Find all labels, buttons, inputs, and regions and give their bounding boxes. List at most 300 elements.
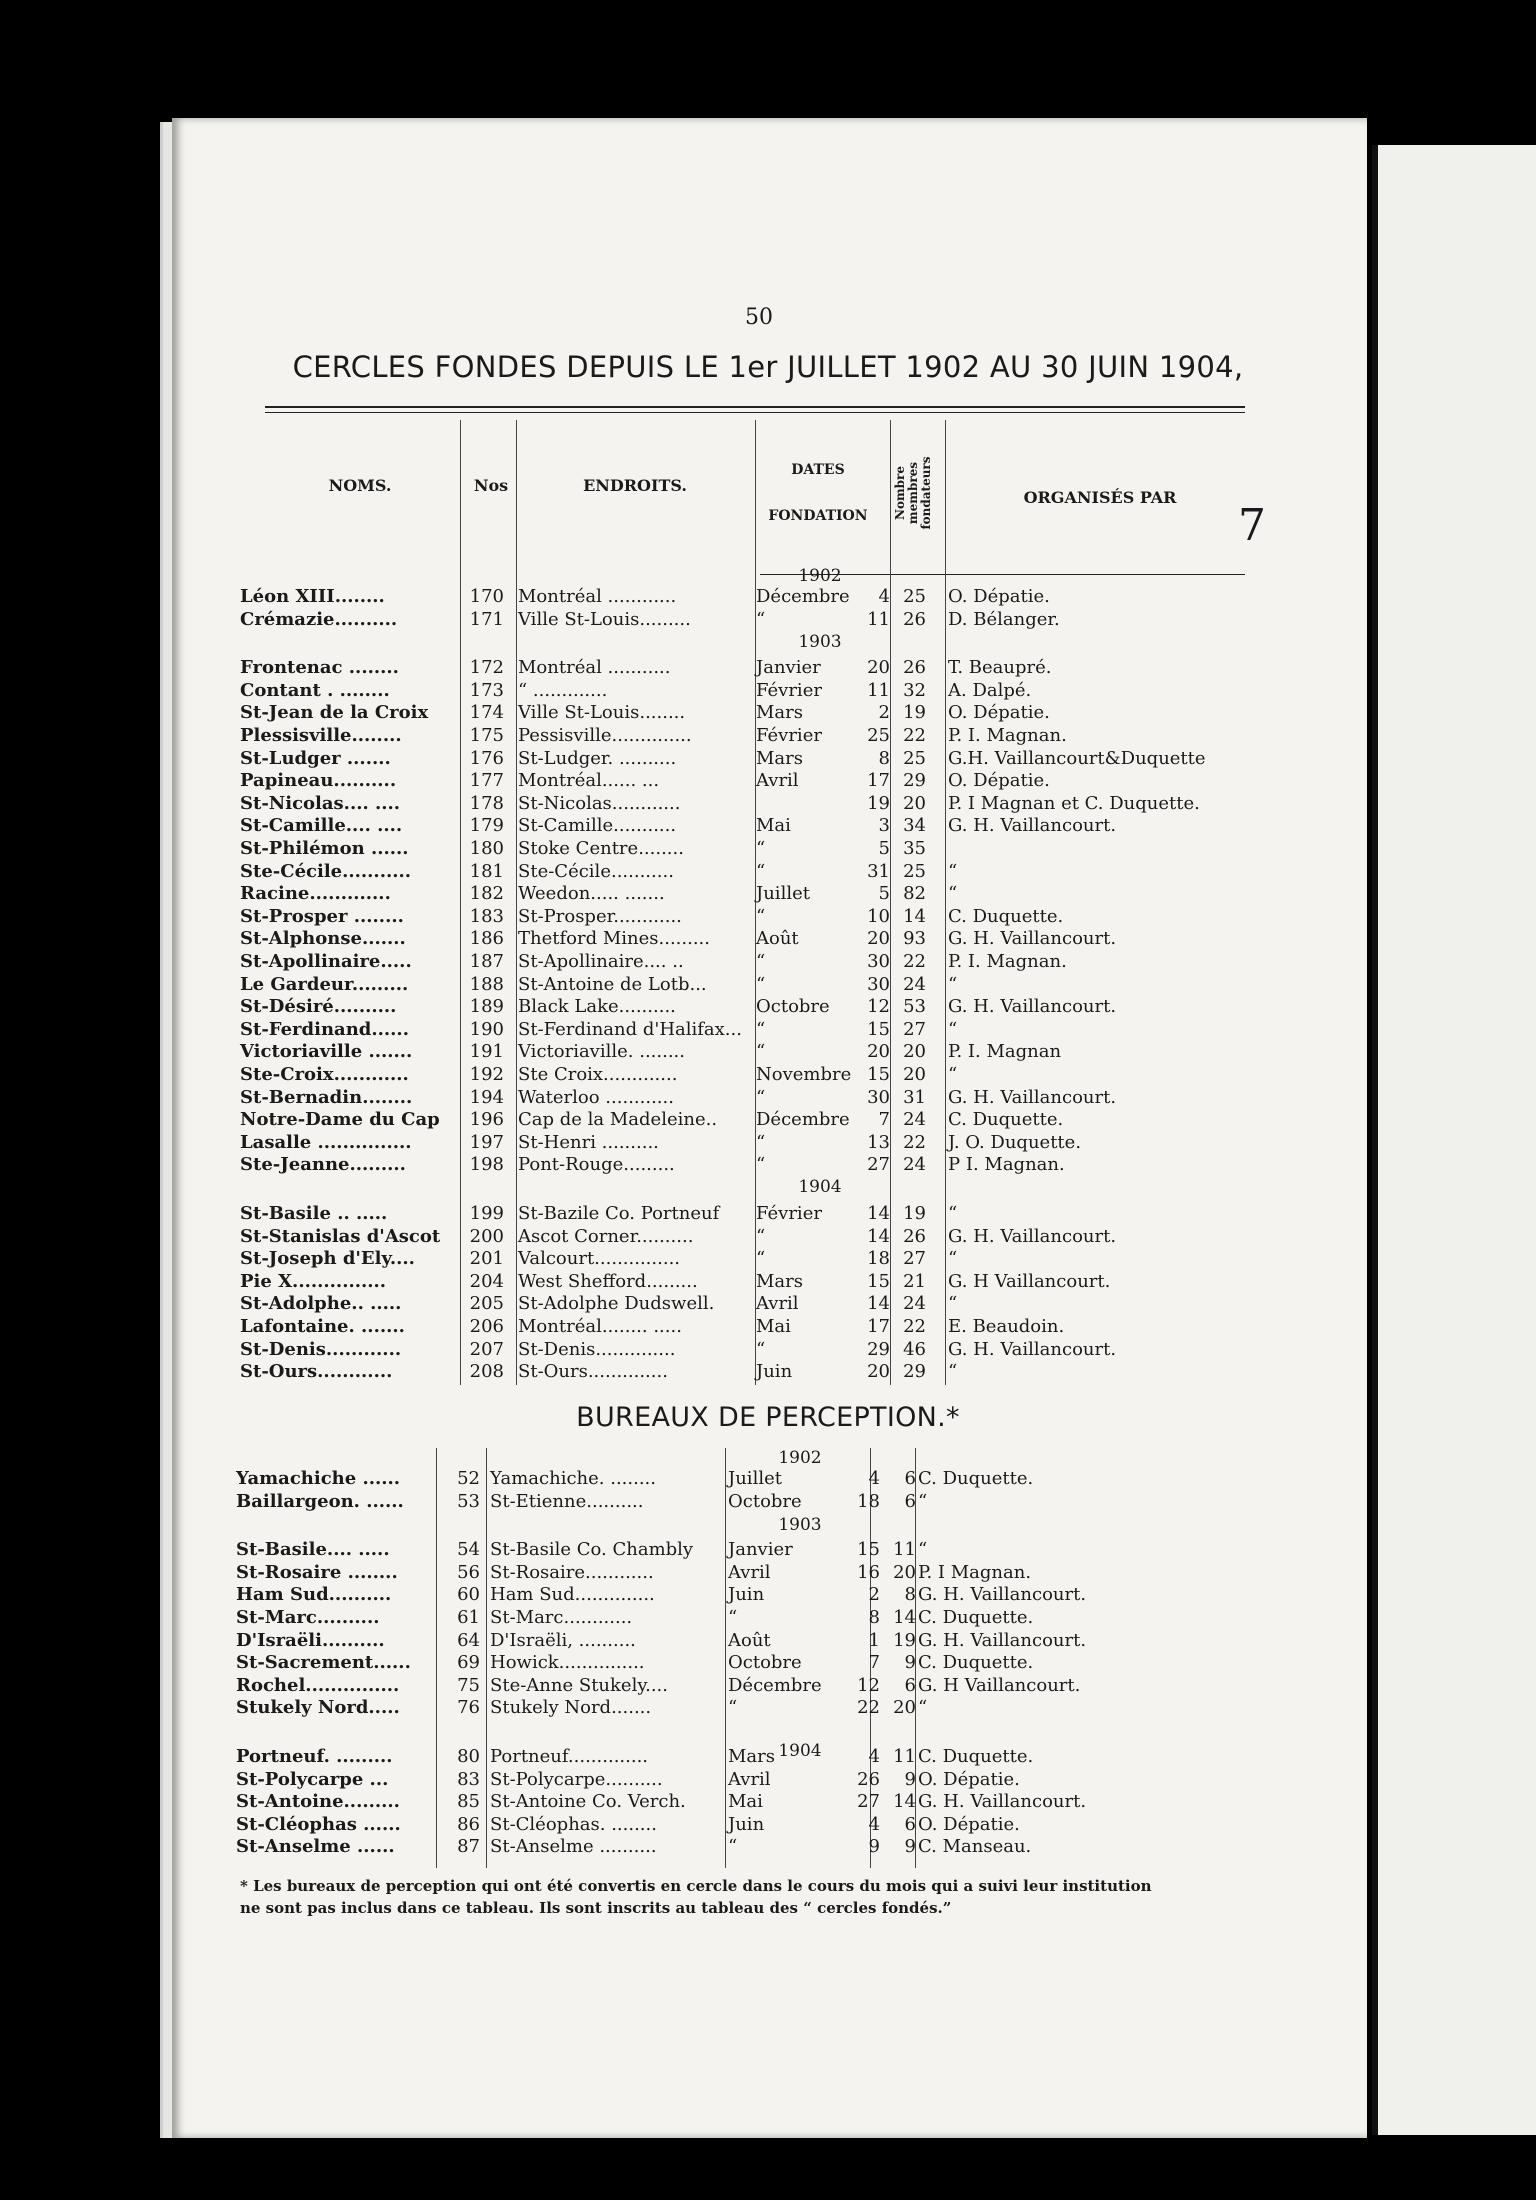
- place-cell: Howick...............: [490, 1652, 645, 1674]
- table-row: [240, 996, 1240, 1018]
- organizer-cell: “: [918, 1490, 928, 1512]
- nom-cell: Lafontaine. .......: [240, 1316, 405, 1337]
- members-cell: 19: [903, 702, 926, 724]
- organizer-cell: C. Duquette.: [948, 905, 1064, 927]
- members-cell: 26: [903, 1225, 926, 1247]
- place-cell: St-Antoine de Lotb...: [518, 973, 707, 995]
- number-cell: 52: [457, 1468, 480, 1489]
- number-cell: 178: [469, 792, 504, 814]
- month-cell: Avril: [756, 770, 799, 792]
- organizer-cell: O. Dépatie.: [918, 1813, 1020, 1835]
- members-cell: 6: [904, 1490, 916, 1512]
- month-cell: “: [756, 1131, 766, 1153]
- day-cell: 8: [878, 747, 890, 769]
- month-cell: “: [756, 1248, 766, 1270]
- table-row: [236, 1468, 1236, 1490]
- number-cell: 179: [469, 815, 504, 837]
- nom-cell: Lasalle ...............: [240, 1131, 412, 1153]
- organizer-cell: A. Dalpé.: [948, 679, 1032, 701]
- place-cell: West Shefford.........: [518, 1270, 698, 1292]
- table-row: [240, 1087, 1240, 1109]
- nom-cell: Papineau..........: [240, 770, 397, 792]
- nom-cell: St-Camille.... ....: [240, 815, 403, 837]
- day-cell: 15: [867, 1018, 890, 1040]
- number-cell: 177: [469, 770, 504, 792]
- place-cell: Cap de la Madeleine..: [518, 1109, 718, 1131]
- number-cell: 61: [457, 1607, 480, 1628]
- month-cell: Février: [756, 1203, 822, 1224]
- table-row: [240, 1361, 1240, 1383]
- members-cell: 14: [893, 1607, 916, 1628]
- title-rule: [265, 406, 1245, 408]
- table-row: [240, 1339, 1240, 1361]
- table-row: [240, 748, 1240, 770]
- nom-cell: St-Stanislas d'Ascot: [240, 1225, 441, 1247]
- month-cell: Octobre: [728, 1490, 802, 1512]
- number-cell: 192: [469, 1064, 504, 1085]
- day-cell: 11: [867, 608, 890, 630]
- organizer-cell: C. Duquette.: [948, 1109, 1064, 1131]
- organizer-cell: C. Manseau.: [918, 1836, 1032, 1858]
- organizer-cell: “: [948, 883, 958, 905]
- nom-cell: Yamachiche ......: [236, 1468, 401, 1489]
- members-cell: 34: [903, 815, 926, 837]
- day-cell: 27: [867, 1154, 890, 1176]
- year-heading: 1903: [778, 1515, 822, 1535]
- table-row: [236, 1539, 1236, 1561]
- number-cell: 204: [469, 1270, 504, 1292]
- nom-cell: D'Israëli..........: [236, 1629, 385, 1651]
- number-cell: 190: [469, 1018, 504, 1040]
- table-row: [240, 1019, 1240, 1041]
- header-noms: NOMS.: [328, 476, 392, 495]
- place-cell: St-Apollinaire.... ..: [518, 951, 684, 972]
- table-row: [240, 951, 1240, 973]
- day-cell: 2: [878, 702, 890, 724]
- number-cell: 176: [469, 747, 504, 769]
- year-heading: 1903: [798, 632, 842, 652]
- number-cell: 53: [457, 1490, 480, 1512]
- number-cell: 196: [469, 1109, 504, 1131]
- month-cell: “: [728, 1697, 738, 1719]
- members-cell: 11: [893, 1746, 916, 1767]
- day-cell: 20: [867, 928, 890, 950]
- facing-page: [1372, 145, 1536, 2135]
- number-cell: 87: [457, 1836, 480, 1858]
- number-cell: 172: [469, 657, 504, 679]
- nom-cell: Ste-Jeanne.........: [240, 1154, 406, 1176]
- number-cell: 175: [469, 725, 504, 746]
- place-cell: Valcourt...............: [518, 1248, 681, 1270]
- place-cell: Stoke Centre........: [518, 838, 684, 859]
- number-cell: 181: [469, 860, 504, 882]
- table-row: [236, 1630, 1236, 1652]
- members-cell: 19: [893, 1629, 916, 1651]
- organizer-cell: C. Duquette.: [918, 1746, 1034, 1767]
- organizer-cell: P I. Magnan.: [948, 1154, 1065, 1176]
- organizer-cell: G. H. Vaillancourt.: [948, 1225, 1117, 1247]
- organizer-cell: P. I Magnan.: [918, 1561, 1032, 1583]
- organizer-cell: T. Beaupré.: [948, 657, 1052, 679]
- nom-cell: St-Denis............: [240, 1338, 402, 1360]
- nom-cell: St-Désiré..........: [240, 996, 397, 1018]
- nom-cell: St-Cléophas ......: [236, 1813, 401, 1835]
- members-cell: 20: [903, 1064, 926, 1085]
- table-row: [240, 928, 1240, 950]
- members-cell: 14: [903, 905, 926, 927]
- nom-cell: Stukely Nord.....: [236, 1697, 400, 1719]
- number-cell: 188: [469, 973, 504, 995]
- day-cell: 2: [868, 1584, 880, 1606]
- number-cell: 75: [457, 1674, 480, 1696]
- day-cell: 17: [867, 770, 890, 792]
- number-cell: 69: [457, 1652, 480, 1674]
- place-cell: Montréal...... ...: [518, 770, 660, 792]
- number-cell: 174: [469, 702, 504, 724]
- nom-cell: St-Basile.... .....: [236, 1539, 390, 1561]
- month-cell: “: [728, 1836, 738, 1858]
- header-dates: DATES: [791, 462, 845, 478]
- table-row: [240, 1271, 1240, 1293]
- members-cell: 25: [903, 586, 926, 607]
- day-cell: 4: [868, 1813, 880, 1835]
- day-cell: 7: [878, 1109, 890, 1131]
- organizer-cell: D. Bélanger.: [948, 608, 1060, 630]
- nom-cell: St-Basile .. .....: [240, 1203, 388, 1224]
- header-membres-line3: fondateurs: [919, 456, 934, 530]
- header-fondation: FONDATION: [768, 508, 868, 524]
- table-row: [240, 1226, 1240, 1248]
- organizer-cell: G. H. Vaillancourt.: [948, 1086, 1117, 1108]
- place-cell: St-Prosper............: [518, 905, 682, 927]
- day-cell: 25: [867, 725, 890, 746]
- place-cell: St-Rosaire............: [490, 1561, 654, 1583]
- organizer-cell: G. H. Vaillancourt.: [918, 1584, 1087, 1606]
- place-cell: St-Adolphe Dudswell.: [518, 1293, 715, 1315]
- organizer-cell: G. H Vaillancourt.: [918, 1674, 1081, 1696]
- number-cell: 189: [469, 996, 504, 1018]
- table-row: [240, 793, 1240, 815]
- day-cell: 4: [868, 1468, 880, 1489]
- members-cell: 21: [903, 1270, 926, 1292]
- members-cell: 14: [893, 1791, 916, 1813]
- month-cell: Janvier: [756, 657, 821, 679]
- members-cell: 24: [903, 973, 926, 995]
- number-cell: 56: [457, 1561, 480, 1583]
- table-row: [240, 1109, 1240, 1131]
- day-cell: 20: [867, 1041, 890, 1063]
- month-cell: “: [756, 1041, 766, 1063]
- month-cell: “: [756, 838, 766, 859]
- number-cell: 64: [457, 1629, 480, 1651]
- table-row: [236, 1814, 1236, 1836]
- nom-cell: St-Sacrement......: [236, 1652, 411, 1674]
- organizer-cell: P. I. Magnan.: [948, 951, 1067, 972]
- place-cell: Victoriaville. ........: [518, 1041, 685, 1063]
- day-cell: 11: [867, 679, 890, 701]
- day-cell: 4: [878, 586, 890, 607]
- day-cell: 12: [857, 1674, 880, 1696]
- nom-cell: Ste-Croix............: [240, 1064, 409, 1085]
- nom-cell: St-Apollinaire.....: [240, 951, 412, 972]
- nom-cell: St-Anselme ......: [236, 1836, 395, 1858]
- number-cell: 86: [457, 1813, 480, 1835]
- organizer-cell: O. Dépatie.: [948, 770, 1050, 792]
- day-cell: 18: [867, 1248, 890, 1270]
- table-row: [236, 1769, 1236, 1791]
- nom-cell: Le Gardeur.........: [240, 973, 409, 995]
- year-heading: 1904: [778, 1741, 822, 1761]
- table-row: [240, 680, 1240, 702]
- month-cell: “: [756, 1225, 766, 1247]
- month-cell: Juin: [728, 1813, 765, 1835]
- organizer-cell: O. Dépatie.: [918, 1768, 1020, 1790]
- header-endroits: ENDROITS.: [583, 476, 687, 495]
- organizer-cell: P. I. Magnan: [948, 1041, 1062, 1063]
- month-cell: “: [756, 608, 766, 630]
- place-cell: Ham Sud..............: [490, 1584, 655, 1606]
- nom-cell: St-Bernadin........: [240, 1086, 413, 1108]
- nom-cell: Victoriaville .......: [240, 1041, 413, 1063]
- day-cell: 16: [857, 1561, 880, 1583]
- members-cell: 20: [893, 1697, 916, 1719]
- table-row: [236, 1607, 1236, 1629]
- day-cell: 19: [867, 792, 890, 814]
- number-cell: 170: [469, 586, 504, 607]
- margin-mark: 7: [1238, 500, 1266, 551]
- place-cell: Montréal........ .....: [518, 1316, 682, 1337]
- members-cell: 9: [904, 1652, 916, 1674]
- place-cell: St-Camille...........: [518, 815, 677, 837]
- place-cell: D'Israëli, ..........: [490, 1629, 636, 1651]
- month-cell: Novembre: [756, 1064, 852, 1085]
- day-cell: 12: [867, 996, 890, 1018]
- place-cell: St-Nicolas............: [518, 792, 681, 814]
- place-cell: Ville St-Louis........: [518, 702, 686, 724]
- organizer-cell: G. H Vaillancourt.: [948, 1270, 1111, 1292]
- members-cell: 22: [903, 951, 926, 972]
- members-cell: 19: [903, 1203, 926, 1224]
- organizer-cell: G. H. Vaillancourt.: [948, 815, 1117, 837]
- number-cell: 182: [469, 883, 504, 905]
- organizer-cell: G. H. Vaillancourt.: [948, 996, 1117, 1018]
- nom-cell: St-Jean de la Croix: [240, 702, 429, 724]
- header-organises: ORGANISÉS PAR: [1023, 488, 1177, 507]
- organizer-cell: G. H. Vaillancourt.: [948, 928, 1117, 950]
- members-cell: 29: [903, 770, 926, 792]
- nom-cell: St-Polycarpe ...: [236, 1768, 389, 1790]
- table-row: [240, 1203, 1240, 1225]
- day-cell: 30: [867, 973, 890, 995]
- table-row: [240, 838, 1240, 860]
- place-cell: Montréal ............: [518, 586, 677, 607]
- nom-cell: Contant . ........: [240, 679, 390, 701]
- place-cell: St-Bazile Co. Portneuf: [518, 1203, 720, 1224]
- organizer-cell: C. Duquette.: [918, 1652, 1034, 1674]
- day-cell: 7: [868, 1652, 880, 1674]
- month-cell: Juin: [728, 1584, 765, 1606]
- place-cell: St-Marc............: [490, 1607, 633, 1628]
- place-cell: St-Antoine Co. Verch.: [490, 1791, 686, 1813]
- day-cell: 31: [867, 860, 890, 882]
- table-row: [240, 1041, 1240, 1063]
- month-cell: “: [756, 951, 766, 972]
- nom-cell: St-Ludger .......: [240, 747, 391, 769]
- month-cell: Août: [728, 1629, 771, 1651]
- day-cell: 14: [867, 1203, 890, 1224]
- number-cell: 207: [469, 1338, 504, 1360]
- nom-cell: St-Rosaire ........: [236, 1561, 398, 1583]
- members-cell: 46: [903, 1338, 926, 1360]
- place-cell: St-Basile Co. Chambly: [490, 1539, 694, 1561]
- day-cell: 30: [867, 951, 890, 972]
- organizer-cell: “: [918, 1697, 928, 1719]
- members-cell: 6: [904, 1468, 916, 1489]
- place-cell: St-Ours..............: [518, 1361, 668, 1383]
- organizer-cell: “: [948, 1018, 958, 1040]
- nom-cell: St-Prosper ........: [240, 905, 404, 927]
- footnote-line-1: * Les bureaux de perception qui ont été convertis en cercle dans le cours du mois qui a suivi leur institution: [240, 1877, 1152, 1895]
- members-cell: 20: [893, 1561, 916, 1583]
- table-row: [240, 974, 1240, 996]
- place-cell: Ste-Cécile...........: [518, 860, 674, 882]
- members-cell: 20: [903, 1041, 926, 1063]
- place-cell: Black Lake..........: [518, 996, 676, 1018]
- month-cell: Juin: [756, 1361, 793, 1383]
- members-cell: 29: [903, 1361, 926, 1383]
- table-row: [236, 1746, 1236, 1768]
- members-cell: 22: [903, 1316, 926, 1337]
- table-row: [236, 1491, 1236, 1513]
- header-membres-line2: membres: [906, 461, 921, 525]
- nom-cell: St-Marc..........: [236, 1607, 380, 1628]
- title-rule-2: [265, 412, 1245, 413]
- organizer-cell: P. I Magnan et C. Duquette.: [948, 792, 1200, 814]
- nom-cell: St-Alphonse.......: [240, 928, 406, 950]
- table-row: [236, 1584, 1236, 1606]
- table-row: [240, 770, 1240, 792]
- organizer-cell: “: [948, 1361, 958, 1383]
- place-cell: Ste-Anne Stukely....: [490, 1674, 668, 1696]
- place-cell: St-Etienne..........: [490, 1490, 644, 1512]
- number-cell: 83: [457, 1768, 480, 1790]
- number-cell: 197: [469, 1131, 504, 1153]
- members-cell: 20: [903, 792, 926, 814]
- nom-cell: St-Nicolas.... ....: [240, 792, 401, 814]
- nom-cell: Pie X...............: [240, 1270, 387, 1292]
- members-cell: 11: [893, 1539, 916, 1561]
- day-cell: 15: [867, 1270, 890, 1292]
- month-cell: Juillet: [728, 1468, 782, 1489]
- members-cell: 26: [903, 608, 926, 630]
- number-cell: 201: [469, 1248, 504, 1270]
- day-cell: 10: [867, 905, 890, 927]
- day-cell: 15: [857, 1539, 880, 1561]
- month-cell: Juillet: [756, 883, 810, 905]
- members-cell: 82: [903, 883, 926, 905]
- month-cell: Mars: [756, 702, 804, 724]
- place-cell: Thetford Mines.........: [518, 928, 710, 950]
- number-cell: 191: [469, 1041, 504, 1063]
- organizer-cell: O. Dépatie.: [948, 702, 1050, 724]
- organizer-cell: P. I. Magnan.: [948, 725, 1067, 746]
- day-cell: 20: [867, 657, 890, 679]
- place-cell: Stukely Nord.......: [490, 1697, 652, 1719]
- number-cell: 173: [469, 679, 504, 701]
- month-cell: “: [756, 973, 766, 995]
- organizer-cell: O. Dépatie.: [948, 586, 1050, 607]
- place-cell: St-Denis..............: [518, 1338, 676, 1360]
- month-cell: Mars: [756, 1270, 804, 1292]
- number-cell: 187: [469, 951, 504, 972]
- month-cell: Octobre: [728, 1652, 802, 1674]
- organizer-cell: G. H. Vaillancourt.: [948, 1338, 1117, 1360]
- place-cell: Weedon..... .......: [518, 883, 665, 905]
- place-cell: Ville St-Louis.........: [518, 608, 691, 630]
- year-heading: 1904: [798, 1177, 842, 1197]
- place-cell: Montréal ...........: [518, 657, 671, 679]
- members-cell: 6: [904, 1674, 916, 1696]
- day-cell: 14: [867, 1225, 890, 1247]
- footnote-line-2: ne sont pas inclus dans ce tableau. Ils sont inscrits au tableau des “ cercles fondés.”: [240, 1899, 952, 1917]
- organizer-cell: G.H. Vaillancourt&Duquette: [948, 747, 1206, 769]
- place-cell: Ascot Corner..........: [518, 1225, 694, 1247]
- nom-cell: Frontenac ........: [240, 657, 399, 679]
- members-cell: 25: [903, 860, 926, 882]
- day-cell: 13: [867, 1131, 890, 1153]
- day-cell: 27: [857, 1791, 880, 1813]
- members-cell: 9: [904, 1836, 916, 1858]
- members-cell: 9: [904, 1768, 916, 1790]
- month-cell: Mai: [756, 1316, 791, 1337]
- members-cell: 53: [903, 996, 926, 1018]
- organizer-cell: “: [948, 1203, 958, 1224]
- table-row: [236, 1652, 1236, 1674]
- number-cell: 85: [457, 1791, 480, 1813]
- table-row: [240, 609, 1240, 631]
- table-row: [240, 1293, 1240, 1315]
- organizer-cell: G. H. Vaillancourt.: [918, 1629, 1087, 1651]
- organizer-cell: “: [948, 973, 958, 995]
- organizer-cell: “: [948, 860, 958, 882]
- members-cell: 22: [903, 725, 926, 746]
- nom-cell: Rochel...............: [236, 1674, 400, 1696]
- day-cell: 14: [867, 1293, 890, 1315]
- table-row: [240, 815, 1240, 837]
- nom-cell: Portneuf. .........: [236, 1746, 393, 1767]
- header-membres: [894, 438, 934, 548]
- number-cell: 171: [469, 608, 504, 630]
- month-cell: Décembre: [756, 1109, 850, 1131]
- members-cell: 27: [903, 1018, 926, 1040]
- nom-cell: Crémazie..........: [240, 608, 398, 630]
- month-cell: Août: [756, 928, 799, 950]
- year-heading: 1902: [798, 566, 842, 586]
- month-cell: “: [756, 1154, 766, 1176]
- members-cell: 32: [903, 679, 926, 701]
- nom-cell: St-Ours............: [240, 1361, 393, 1383]
- place-cell: Ste Croix.............: [518, 1064, 678, 1085]
- table-row: [240, 1154, 1240, 1176]
- day-cell: 4: [868, 1746, 880, 1767]
- day-cell: 5: [878, 838, 890, 859]
- day-cell: 8: [868, 1607, 880, 1628]
- nom-cell: Plessisville........: [240, 725, 402, 746]
- day-cell: 26: [857, 1768, 880, 1790]
- table-row: [240, 906, 1240, 928]
- number-cell: 198: [469, 1154, 504, 1176]
- place-cell: St-Ferdinand d'Halifax...: [518, 1018, 742, 1040]
